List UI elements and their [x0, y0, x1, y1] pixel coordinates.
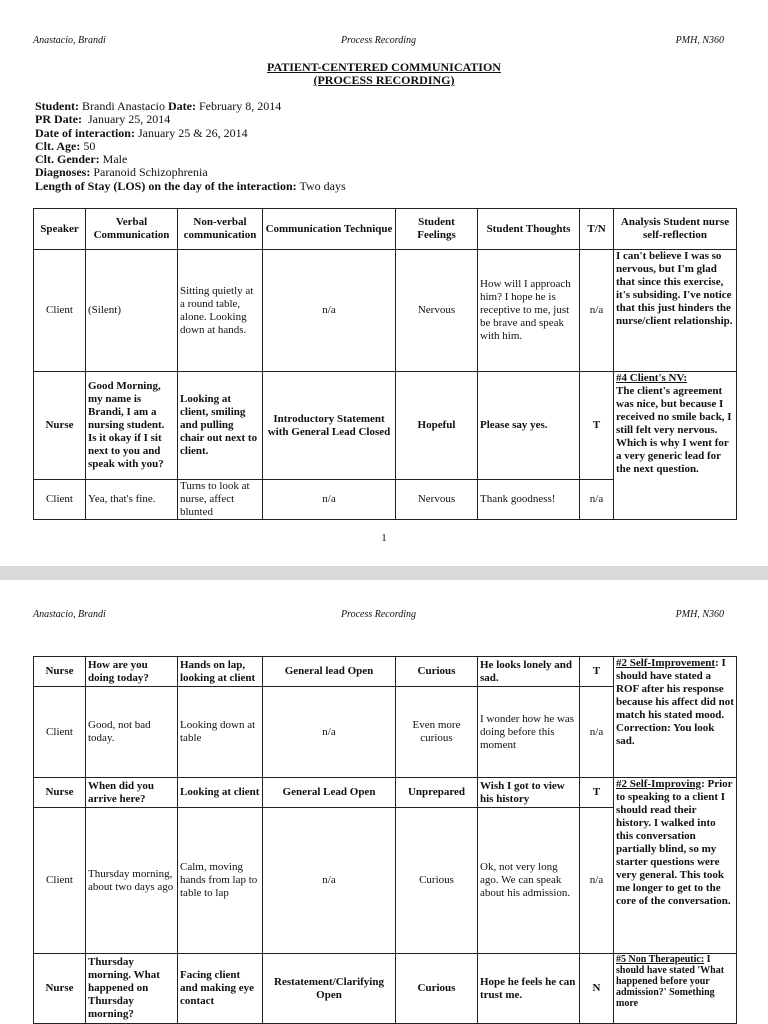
- table-row: Client Thursday morning, about two days ago Calm, moving hands from lap to table to lap n/a Curious Ok, not very long ago. We can speak about his admission. n/a: [34, 808, 737, 954]
- table-row: Client (Silent) Sitting quietly at a round table, alone. Looking down at hands. n/a Nervous How will I approach him? I hope he is receptive to me, just be brave and speak with him. n/a I can't believe I was so nervous, but I'm glad that since this exercise, it's subsiding. I've notice that this just hinders the nurse/client relationship.: [34, 250, 737, 372]
- table-row: Nurse When did you arrive here? Looking at client General Lead Open Unprepared Wish I got to view his history T #2 Self-Improving: Prior to speaking to a client I should read their history. I walked into this conversation partially blind, so my starter questions were very general. This took me longer to get to the core of the conversation.: [34, 778, 737, 808]
- title-line-2: (PROCESS RECORDING): [313, 73, 455, 87]
- col-verbal: Verbal Communication: [86, 209, 178, 250]
- analysis-cell: #4 Client's NV: The client's agreement was nice, but because I received no smile back, I still felt very nervous. Which is why I went for a very generic lead for the next question.: [614, 372, 737, 520]
- table-row: Client Yea, that's fine. Turns to look at nurse, affect blunted n/a Nervous Thank goodness! n/a: [34, 480, 737, 520]
- header-doc: Process Recording: [340, 609, 417, 620]
- col-feelings: Student Feelings: [396, 209, 478, 250]
- document-title: [0, 61, 768, 87]
- analysis-cell: #5 Non Therapeutic: I should have stated 'What happened before your admission?' Something more: [614, 954, 737, 1024]
- col-tn: T/N: [580, 209, 614, 250]
- table-header-row: [34, 209, 737, 250]
- client-age-line: Clt. Age: 50: [35, 138, 96, 153]
- header-course: PMH, N360: [675, 35, 724, 46]
- table-row: Client Good, not bad today. Looking down at table n/a Even more curious I wonder how he was doing before this moment n/a: [34, 687, 737, 778]
- analysis-cell: #2 Self-Improving: Prior to speaking to a client I should read their history. I walked into this conversation partially blind, so my starter questions were very general. This took me longer to get to the core of the conversation.: [614, 778, 737, 954]
- los-line: Length of Stay (LOS) on the day of the interaction: Two days: [35, 178, 346, 193]
- table-row: Nurse Good Morning, my name is Brandi, I am a nursing student. Is it okay if I sit next to you and speak with you? Looking at client, smiling and pulling chair out next to client. Introductory Statement with General Lead Closed Hopeful Please say yes. T #4 Client's NV: The client's agreement was nice, but because I received no smile back, I still felt very nervous. Which is why I went for a very generic lead for the next question.: [34, 372, 737, 480]
- table-row: Nurse How are you doing today? Hands on lap, looking at client General lead Open Curious He looks lonely and sad. T #2 Self-Improvement: I should have stated a ROF after his response because his affect did not match his stated mood. Correction: You look sad.: [34, 657, 737, 687]
- process-recording-table-continued: [33, 656, 737, 1024]
- student-info: [35, 100, 346, 193]
- col-nonverbal: Non-verbal communication: [178, 209, 263, 250]
- page-header: [33, 609, 724, 623]
- header-name: Anastacio, Brandi: [33, 35, 106, 46]
- col-analysis: Analysis Student nurse self-reflection: [614, 209, 737, 250]
- header-name: Anastacio, Brandi: [33, 609, 106, 620]
- page-number: 1: [381, 532, 387, 544]
- header-course: PMH, N360: [675, 609, 724, 620]
- col-speaker: Speaker: [34, 209, 86, 250]
- page-header: [33, 35, 724, 49]
- col-technique: Communication Technique: [263, 209, 396, 250]
- pr-date-line: PR Date: January 25, 2014: [35, 112, 171, 127]
- table-row: Nurse Thursday morning. What happened on Thursday morning? Facing client and making eye contact Restatement/Clarifying Open Curious Hope he feels he can trust me. N #5 Non Therapeutic: I should have stated 'What happened before your admission?' Something more: [34, 954, 737, 1024]
- student-line: Student: Brandi Anastacio Date: February 8, 2014: [35, 99, 282, 113]
- analysis-cell: I can't believe I was so nervous, but I'm glad that since this exercise, it's subsiding. I've notice that this just hinders the nurse/client relationship.: [614, 250, 737, 372]
- client-gender-line: Clt. Gender: Male: [35, 152, 128, 167]
- page-2: [0, 580, 768, 1024]
- process-recording-table: [33, 208, 737, 520]
- analysis-cell: #2 Self-Improvement: I should have stated a ROF after his response because his affect did not match his stated mood. Correction: You look sad.: [614, 657, 737, 778]
- title-line-1: PATIENT-CENTERED COMMUNICATION: [267, 60, 501, 74]
- header-doc: Process Recording: [340, 35, 417, 46]
- interaction-date-line: Date of interaction: January 25 & 26, 2014: [35, 125, 248, 140]
- diagnoses-line: Diagnoses: Paranoid Schizophrenia: [35, 165, 208, 180]
- col-thoughts: Student Thoughts: [478, 209, 580, 250]
